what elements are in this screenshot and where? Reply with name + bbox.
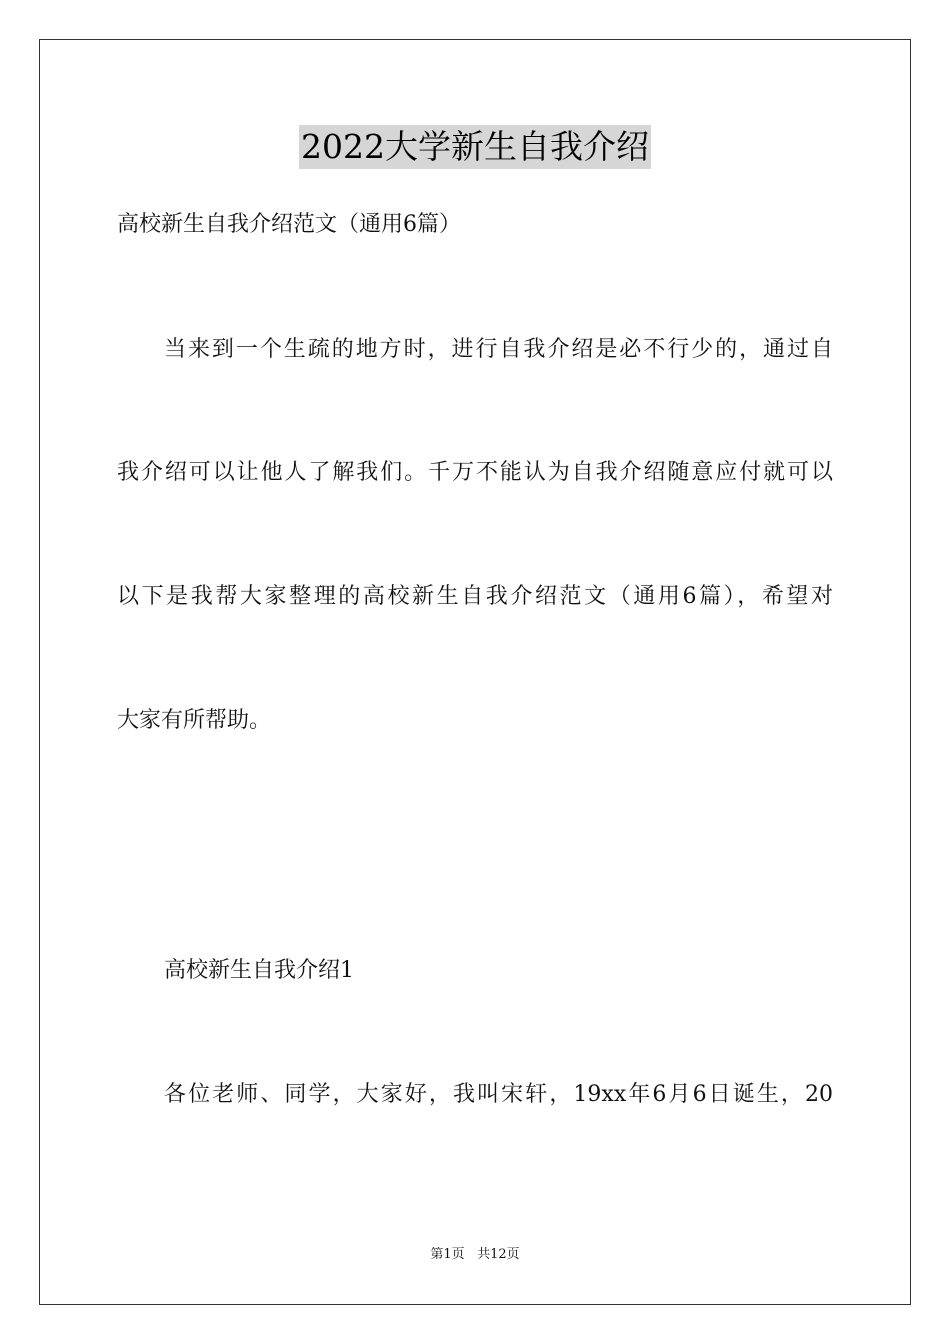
title-container	[0, 125, 950, 169]
footer-total-pages: 共12页	[477, 1247, 520, 1262]
document-title: 2022大学新生自我介绍	[299, 125, 651, 169]
intro-line-3: 以下是我帮大家整理的高校新生自我介绍范文（通用6篇），希望对	[117, 584, 833, 609]
intro-line-4: 大家有所帮助。	[117, 708, 272, 733]
section-first-line: 各位老师、同学，大家好，我叫宋轩，19xx年6月6日诞生，20	[164, 1082, 833, 1107]
section-heading: 高校新生自我介绍1	[164, 958, 354, 983]
intro-line-2: 我介绍可以让他人了解我们。千万不能认为自我介绍随意应付就可以	[117, 460, 833, 485]
footer-page-number: 第1页	[430, 1247, 465, 1262]
document-subtitle: 高校新生自我介绍范文（通用6篇）	[117, 212, 461, 237]
page-footer	[0, 1246, 950, 1264]
intro-line-1: 当来到一个生疏的地方时，进行自我介绍是必不行少的，通过自	[164, 337, 833, 362]
